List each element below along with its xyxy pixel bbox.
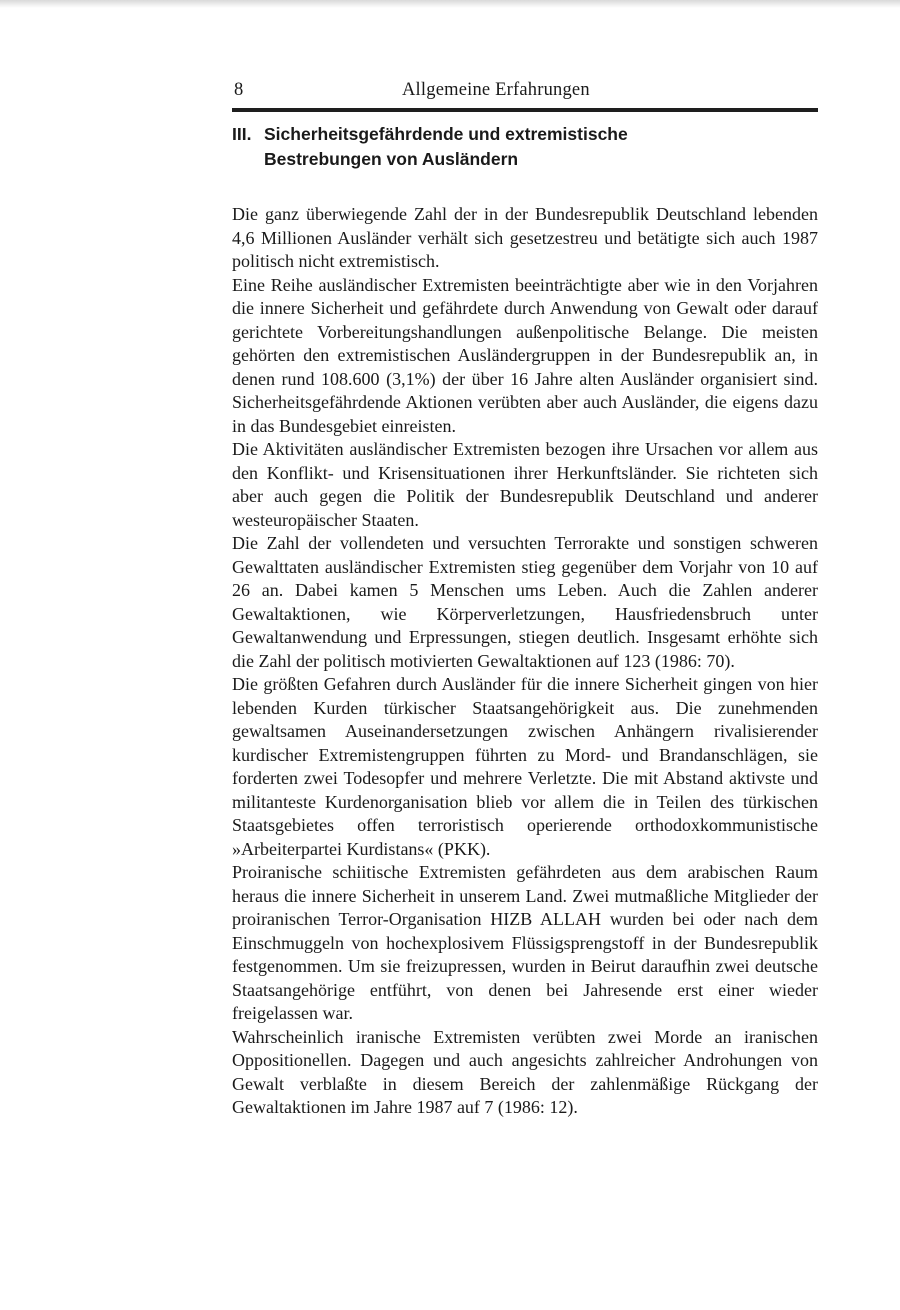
scan-edge-shadow — [0, 0, 900, 8]
paragraph: Die Zahl der vollendeten und versuchten Terrorakte und sonstigen schweren Gewalttaten ausländischer Extremisten stieg gegenüber dem Vorjahr von 10 auf 26 an. Dabei kamen 5 Menschen ums Leben. Auch die Zahlen anderer Gewaltaktionen, wie Körperverletzungen, Hausfriedensbruch unter Gewaltanwendung und Erpressungen, stiegen deutlich. Insgesamt erhöhte sich die Zahl der politisch motivierten Gewaltaktionen auf 123 (1986: 70). — [232, 533, 818, 671]
paragraph: Proiranische schiitische Extremisten gefährdeten aus dem arabischen Raum heraus die innere Sicherheit in unserem Land. Zwei mutmaßliche Mitglieder der proiranischen Terror-Organisation HIZB ALLAH wurden bei oder nach dem Einschmuggeln von hochexplosivem Flüssigsprengstoff in der Bundesrepublik festgenommen. Um sie freizupressen, wurden in Beirut daraufhin zwei deutsche Staatsangehörige entführt, von denen bei Jahresende erst einer wieder freigelassen war. — [232, 862, 818, 1023]
paragraph: Wahrscheinlich iranische Extremisten verübten zwei Morde an iranischen Oppositionellen. Dagegen und auch angesichts zahlreicher Androhungen von Gewalt verblaßte in diesem Bereich der zahlenmäßige Rückgang der Gewaltaktionen im Jahre 1987 auf 7 (1986: 12). — [232, 1026, 818, 1117]
header-rule — [232, 108, 818, 112]
section-title: Sicherheitsgefährdende und extremistische Bestrebungen von Ausländern — [264, 124, 628, 169]
section-heading — [232, 122, 818, 172]
page-number: 8 — [234, 80, 244, 100]
paragraph: Die Aktivitäten ausländischer Extremisten bezogen ihre Ursachen vor allem aus den Konflikt- und Krisensituationen ihrer Herkunftsländer. Sie richteten sich aber auch gegen die Politik der Bundesrepublik Deutschland und anderer westeuropäischer Staaten. — [232, 439, 818, 530]
running-head — [232, 70, 818, 98]
section-number: III. — [232, 124, 252, 144]
paragraph: Die ganz überwiegende Zahl der in der Bundesrepublik Deutschland lebenden 4,6 Millionen Ausländer verhält sich gesetzestreu und betätigte sich auch 1987 politisch nicht extremistisch. — [232, 204, 818, 271]
paragraph: Die größten Gefahren durch Ausländer für die innere Sicherheit gingen von hier lebenden Kurden türkischer Staatsangehörigkeit aus. Die zunehmenden gewaltsamen Auseinandersetzungen zwischen Anhängern rivalisierender kurdischer Extremistengruppen führten zu Mord- und Brandanschlägen, sie forderten zwei Todesopfer und mehrere Verletzte. Die mit Abstand aktivste und militanteste Kurdenorganisation blieb vor allem die in Teilen des türkischen Staatsgebietes offen terroristisch operierende orthodoxkommunistische »Arbeiterpartei Kurdistans« (PKK). — [232, 674, 818, 859]
paragraph: Eine Reihe ausländischer Extremisten beeinträchtigte aber wie in den Vorjahren die innere Sicherheit und gefährdete durch Anwendung von Gewalt oder darauf gerichtete Vorbereitungshandlungen außenpolitische Belange. Die meisten gehörten den extremistischen Ausländergruppen in der Bundesrepublik an, in denen rund 108.600 (3,1%) der über 16 Jahre alten Ausländer organisiert sind. Sicherheitsgefährdende Aktionen verübten aber auch Ausländer, die eigens dazu in das Bundesgebiet einreisten. — [232, 274, 818, 436]
document-page — [232, 70, 818, 1120]
body-text — [232, 203, 818, 1120]
running-title: Allgemeine Erfahrungen — [402, 80, 590, 100]
